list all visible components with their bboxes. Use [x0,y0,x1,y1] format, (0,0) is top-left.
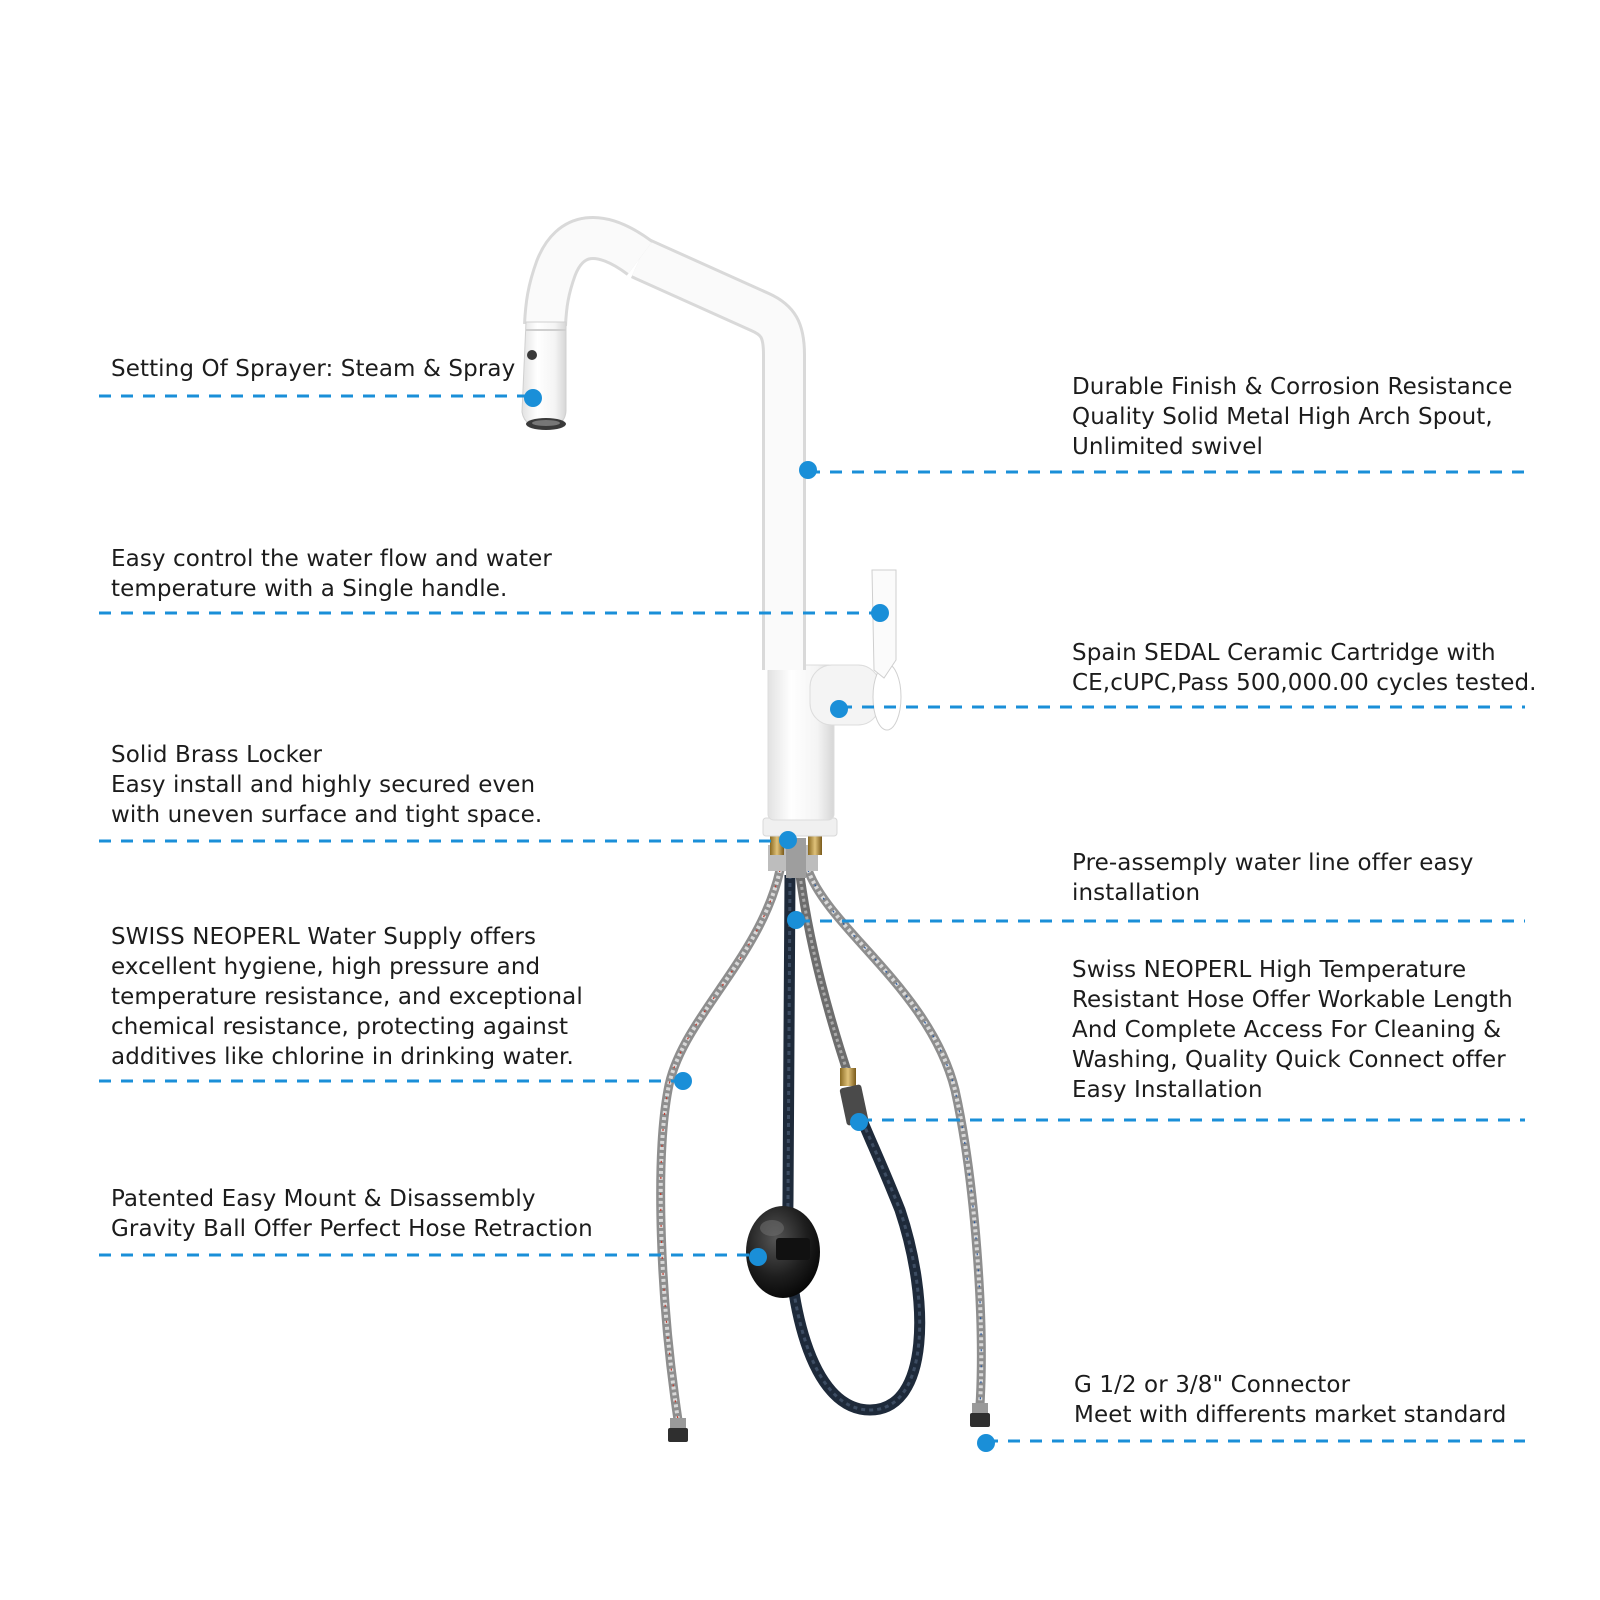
callout-dot-handle [871,604,889,622]
faucet-body [522,238,901,836]
callout-hose-text [1072,955,1513,1105]
callout-line: SWISS NEOPERL Water Supply offers [111,924,537,950]
callout-line: Solid Brass Locker [111,742,323,768]
callout-line: Setting Of Sprayer: Steam & Spray [111,356,516,382]
callout-line: Washing, Quality Quick Connect offer [1072,1047,1506,1073]
callout-dot-sprayer [524,389,542,407]
callout-dot-connector [977,1434,995,1452]
callout-dot-cartridge [830,700,848,718]
callout-dot-locker [779,831,797,849]
callout-gravity-ball-text [111,1184,593,1244]
callout-line: Patented Easy Mount & Disassembly [111,1186,536,1212]
callout-connector-text [1074,1370,1506,1430]
callout-line: with uneven surface and tight space. [111,802,543,828]
callout-line: Unlimited swivel [1072,434,1264,460]
callout-dot-finish [799,461,817,479]
callout-dot-gravity-ball [749,1248,767,1266]
callout-line: Spain SEDAL Ceramic Cartridge with [1072,640,1496,666]
callout-line: chemical resistance, protecting against [111,1014,569,1040]
callout-supply-text [111,922,583,1072]
callout-dot-water-line [787,911,805,929]
callout-line: temperature with a Single handle. [111,576,508,602]
callout-finish-text [1072,372,1513,462]
callout-handle-text [111,544,552,604]
callout-line: temperature resistance, and exceptional [111,984,583,1010]
callout-sprayer-text [111,354,515,384]
callout-line: excellent hygiene, high pressure and [111,954,541,980]
callout-line: Easy install and highly secured even [111,772,536,798]
callout-locker-text [111,740,542,830]
callout-line: Swiss NEOPERL High Temperature [1072,957,1467,983]
callout-line: CE,cUPC,Pass 500,000.00 cycles tested. [1072,670,1537,696]
callout-line: And Complete Access For Cleaning & [1072,1017,1502,1043]
callout-line: Easy control the water flow and water [111,546,552,572]
callout-water-line-text [1072,848,1473,908]
spray-hose [788,875,920,1410]
callout-line: Pre-assemply water line offer easy [1072,850,1474,876]
callout-line: Meet with differents market standard [1074,1402,1507,1428]
callout-line: installation [1072,880,1201,906]
callout-line: G 1/2 or 3/8" Connector [1074,1372,1351,1398]
callout-line: Gravity Ball Offer Perfect Hose Retraction [111,1216,593,1242]
callout-line: additives like chlorine in drinking water. [111,1044,574,1070]
braided-hose-left [661,870,780,1442]
callout-line: Easy Installation [1072,1077,1263,1103]
callout-cartridge-text [1072,638,1537,698]
braided-hose-right [808,870,990,1427]
callout-line: Quality Solid Metal High Arch Spout, [1072,404,1493,430]
callout-line: Resistant Hose Offer Workable Length [1072,987,1513,1013]
callout-dot-supply [674,1072,692,1090]
callout-dot-hose [850,1113,868,1131]
callout-line: Durable Finish & Corrosion Resistance [1072,374,1513,400]
